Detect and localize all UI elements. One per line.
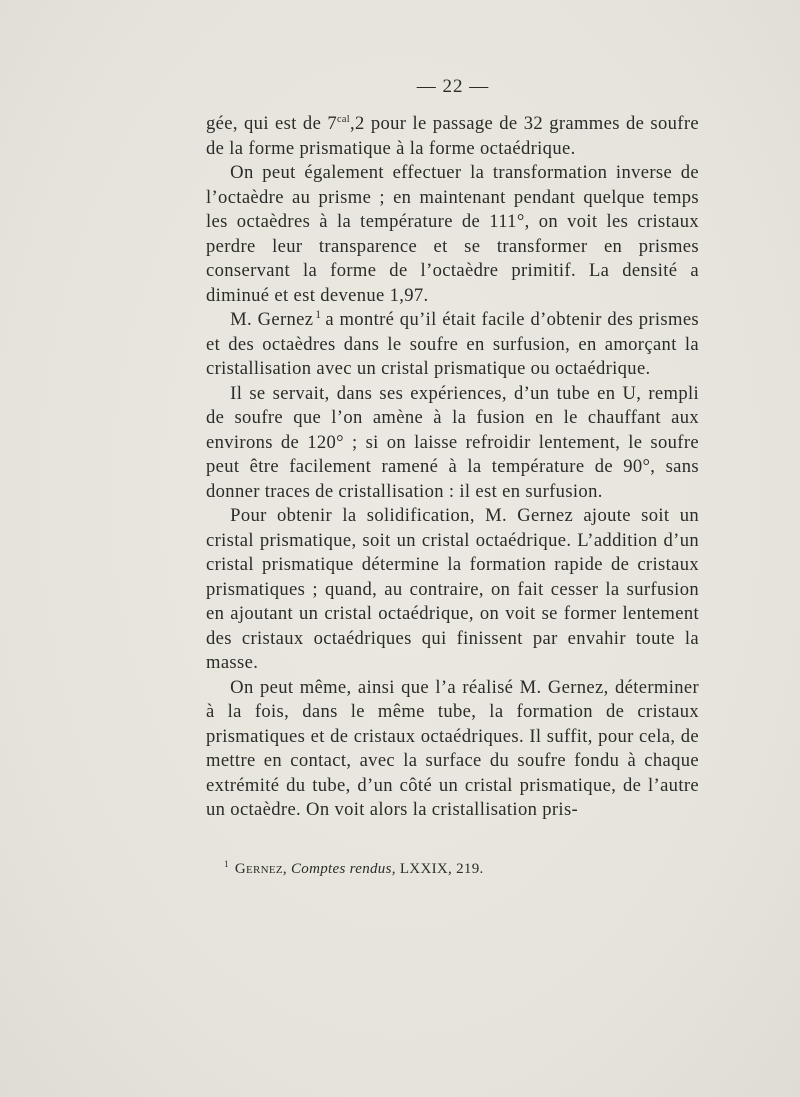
paragraph-text: a montré qu’il était facile d’obtenir des prismes et des octaèdres dans le soufre en surfusion, en amorçant la cristallisation avec un cristal prismatique ou octaédrique. [206,309,700,379]
footnote [224,859,704,879]
page-number: — 22 — [416,76,490,97]
footnote-author: Gernez, [234,861,287,877]
paragraph-continuation [206,112,699,161]
superscript-unit: cal [337,113,350,125]
body-text [206,112,699,823]
paragraph: On peut même, ainsi que l’a réalisé M. Gernez, déterminer à la fois, dans le même tube, la formation de cristaux prismatiques et de cristaux octaédriques. Il suffit, pour cela, de mettre en contact, avec la surface du soufre fondu à chaque extrémité du tube, d’un côté un cristal prismatique, de l’autre un octaèdre. On voit alors la cristallisation pris- [206,676,699,820]
paragraph: Il se servait, dans ses expériences, d’un tube en U, rempli de soufre que l’on amène à la fusion en le chauffant aux environs de 120° ; si on laisse refroidir lentement, le soufre peut être facilement ramené à la température de 90°, sans donner traces de cristallisation : il est en surfusion. [206,382,699,502]
footnote-journal: Comptes rendus, [291,861,396,877]
paragraph-text: M. Gernez [230,309,314,330]
paragraph [206,308,699,382]
footnote-mark: 1 [224,859,229,869]
footnote-reference-text: LXXIX, 219. [399,861,484,877]
paragraph-text: ,2 pour le passage de 32 grammes de soufre de la forme prismatique à la forme octaédrique. [206,113,699,159]
paragraph: Pour obtenir la solidification, M. Gernez ajoute soit un cristal prismatique, soit un cristal octaédrique. L’addition d’un cristal prismatique détermine la formation rapide de cristaux prismatiques ; quand, au contraire, on fait cesser la surfusion en ajoutant un cristal octaédrique, on voit se former lentement des cristaux octaédriques qui finissent par envahir toute la masse. [206,505,699,673]
paragraph-text: gée, qui est de 7 [206,113,338,134]
paragraph: On peut également effectuer la transformation inverse de l’octaèdre au prisme ; en maintenant pendant quelque temps les octaèdres à la température de 111°, on voit les cristaux perdre leur transparence et se transformer en prismes conservant la forme de l’octaèdre primitif. La densité a diminué et est devenue 1,97. [206,162,699,306]
footnote-reference: 1 [315,308,322,321]
